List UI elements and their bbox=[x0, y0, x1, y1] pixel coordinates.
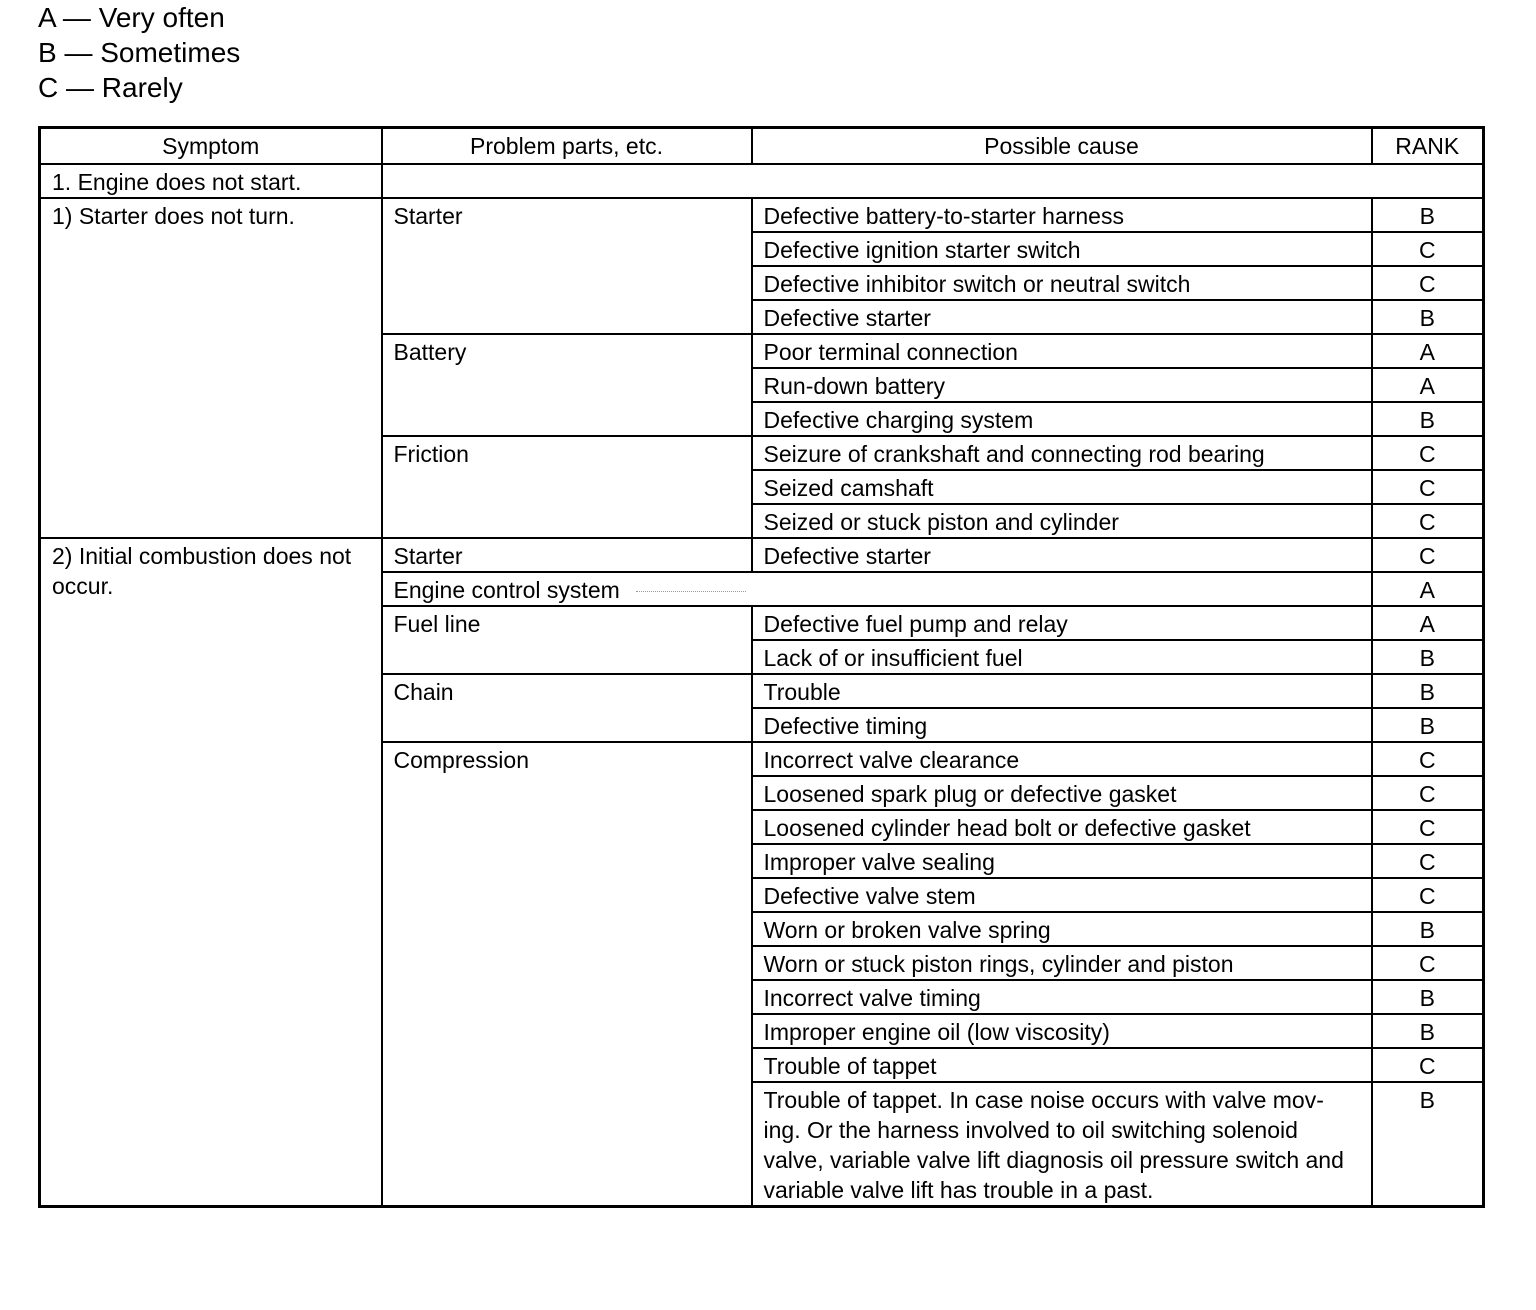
rank-cell: C bbox=[1372, 742, 1484, 776]
section-row bbox=[40, 164, 1484, 198]
cause-cell: Defective starter bbox=[752, 300, 1372, 334]
section-title: 1. Engine does not start. bbox=[40, 164, 382, 198]
cause-cell: Incorrect valve timing bbox=[752, 980, 1372, 1014]
rank-cell: B bbox=[1372, 980, 1484, 1014]
table-row bbox=[40, 198, 1484, 232]
rank-cell: C bbox=[1372, 776, 1484, 810]
header-symptom: Symptom bbox=[40, 128, 382, 164]
cause-cell: Improper engine oil (low viscosity) bbox=[752, 1014, 1372, 1048]
cause-cell: Defective inhibitor switch or neutral switch bbox=[752, 266, 1372, 300]
cause-cell: Trouble of tappet bbox=[752, 1048, 1372, 1082]
cause-cell: Run-down battery bbox=[752, 368, 1372, 402]
legend-item-c: C — Rarely bbox=[38, 72, 183, 103]
legend-item-a: A — Very often bbox=[38, 2, 225, 33]
problem-part-cell: Fuel line bbox=[382, 606, 752, 674]
problem-part-label: Engine control system bbox=[393, 576, 620, 603]
rank-cell: C bbox=[1372, 844, 1484, 878]
legend-item-b: B — Sometimes bbox=[38, 37, 241, 68]
cause-cell: Improper valve sealing bbox=[752, 844, 1372, 878]
problem-part-cell: Friction bbox=[382, 436, 752, 538]
rank-cell: C bbox=[1372, 470, 1484, 504]
rank-cell: C bbox=[1372, 1048, 1484, 1082]
rank-cell: B bbox=[1372, 300, 1484, 334]
rank-legend bbox=[38, 0, 240, 105]
rank-cell: B bbox=[1372, 912, 1484, 946]
header-possible-cause: Possible cause bbox=[752, 128, 1372, 164]
problem-part-cell: Starter bbox=[382, 538, 752, 572]
table-row bbox=[40, 538, 1484, 572]
rank-cell: A bbox=[1372, 572, 1484, 606]
cause-cell: Defective fuel pump and relay bbox=[752, 606, 1372, 640]
cause-cell: Defective charging system bbox=[752, 402, 1372, 436]
symptom-cell: 1) Starter does not turn. bbox=[40, 198, 382, 538]
cause-cell: Loosened spark plug or defective gasket bbox=[752, 776, 1372, 810]
problem-part-cell: Starter bbox=[382, 198, 752, 334]
rank-cell: B bbox=[1372, 640, 1484, 674]
troubleshooting-table bbox=[38, 126, 1485, 1208]
rank-cell: B bbox=[1372, 198, 1484, 232]
problem-part-cell: Chain bbox=[382, 674, 752, 742]
problem-part-cell-wide bbox=[382, 572, 1372, 606]
cause-cell: Defective starter bbox=[752, 538, 1372, 572]
cause-cell: Lack of or insufficient fuel bbox=[752, 640, 1372, 674]
problem-part-cell: Compression bbox=[382, 742, 752, 1207]
section-empty bbox=[382, 164, 1484, 198]
cause-cell: Defective valve stem bbox=[752, 878, 1372, 912]
cause-cell: Trouble bbox=[752, 674, 1372, 708]
cause-cell: Seized or stuck piston and cylinder bbox=[752, 504, 1372, 538]
cause-cell: Loosened cylinder head bolt or defective gasket bbox=[752, 810, 1372, 844]
cause-cell: Worn or broken valve spring bbox=[752, 912, 1372, 946]
rank-cell: C bbox=[1372, 232, 1484, 266]
faint-mark bbox=[636, 591, 746, 592]
cause-cell: Seizure of crankshaft and connecting rod bearing bbox=[752, 436, 1372, 470]
cause-cell: Trouble of tappet. In case noise occurs with valve mov-ing. Or the harness involved to oil switching solenoid valve, variable valve lift diagnosis oil pressure switch and variable valve lift has trouble in a past. bbox=[752, 1082, 1372, 1207]
rank-cell: A bbox=[1372, 606, 1484, 640]
rank-cell: C bbox=[1372, 504, 1484, 538]
rank-cell: A bbox=[1372, 368, 1484, 402]
rank-cell: B bbox=[1372, 674, 1484, 708]
cause-cell: Defective timing bbox=[752, 708, 1372, 742]
rank-cell: B bbox=[1372, 708, 1484, 742]
rank-cell: C bbox=[1372, 946, 1484, 980]
cause-cell: Defective battery-to-starter harness bbox=[752, 198, 1372, 232]
header-rank: RANK bbox=[1372, 128, 1484, 164]
table-header-row bbox=[40, 128, 1484, 164]
header-problem-parts: Problem parts, etc. bbox=[382, 128, 752, 164]
rank-cell: C bbox=[1372, 436, 1484, 470]
cause-cell: Worn or stuck piston rings, cylinder and piston bbox=[752, 946, 1372, 980]
symptom-cell: 2) Initial combustion does not occur. bbox=[40, 538, 382, 1207]
rank-cell: C bbox=[1372, 878, 1484, 912]
rank-cell: B bbox=[1372, 1014, 1484, 1048]
cause-cell: Poor terminal connection bbox=[752, 334, 1372, 368]
rank-cell: B bbox=[1372, 1082, 1484, 1207]
cause-cell: Incorrect valve clearance bbox=[752, 742, 1372, 776]
cause-cell: Seized camshaft bbox=[752, 470, 1372, 504]
rank-cell: A bbox=[1372, 334, 1484, 368]
rank-cell: B bbox=[1372, 402, 1484, 436]
rank-cell: C bbox=[1372, 266, 1484, 300]
problem-part-cell: Battery bbox=[382, 334, 752, 436]
rank-cell: C bbox=[1372, 538, 1484, 572]
rank-cell: C bbox=[1372, 810, 1484, 844]
cause-cell: Defective ignition starter switch bbox=[752, 232, 1372, 266]
